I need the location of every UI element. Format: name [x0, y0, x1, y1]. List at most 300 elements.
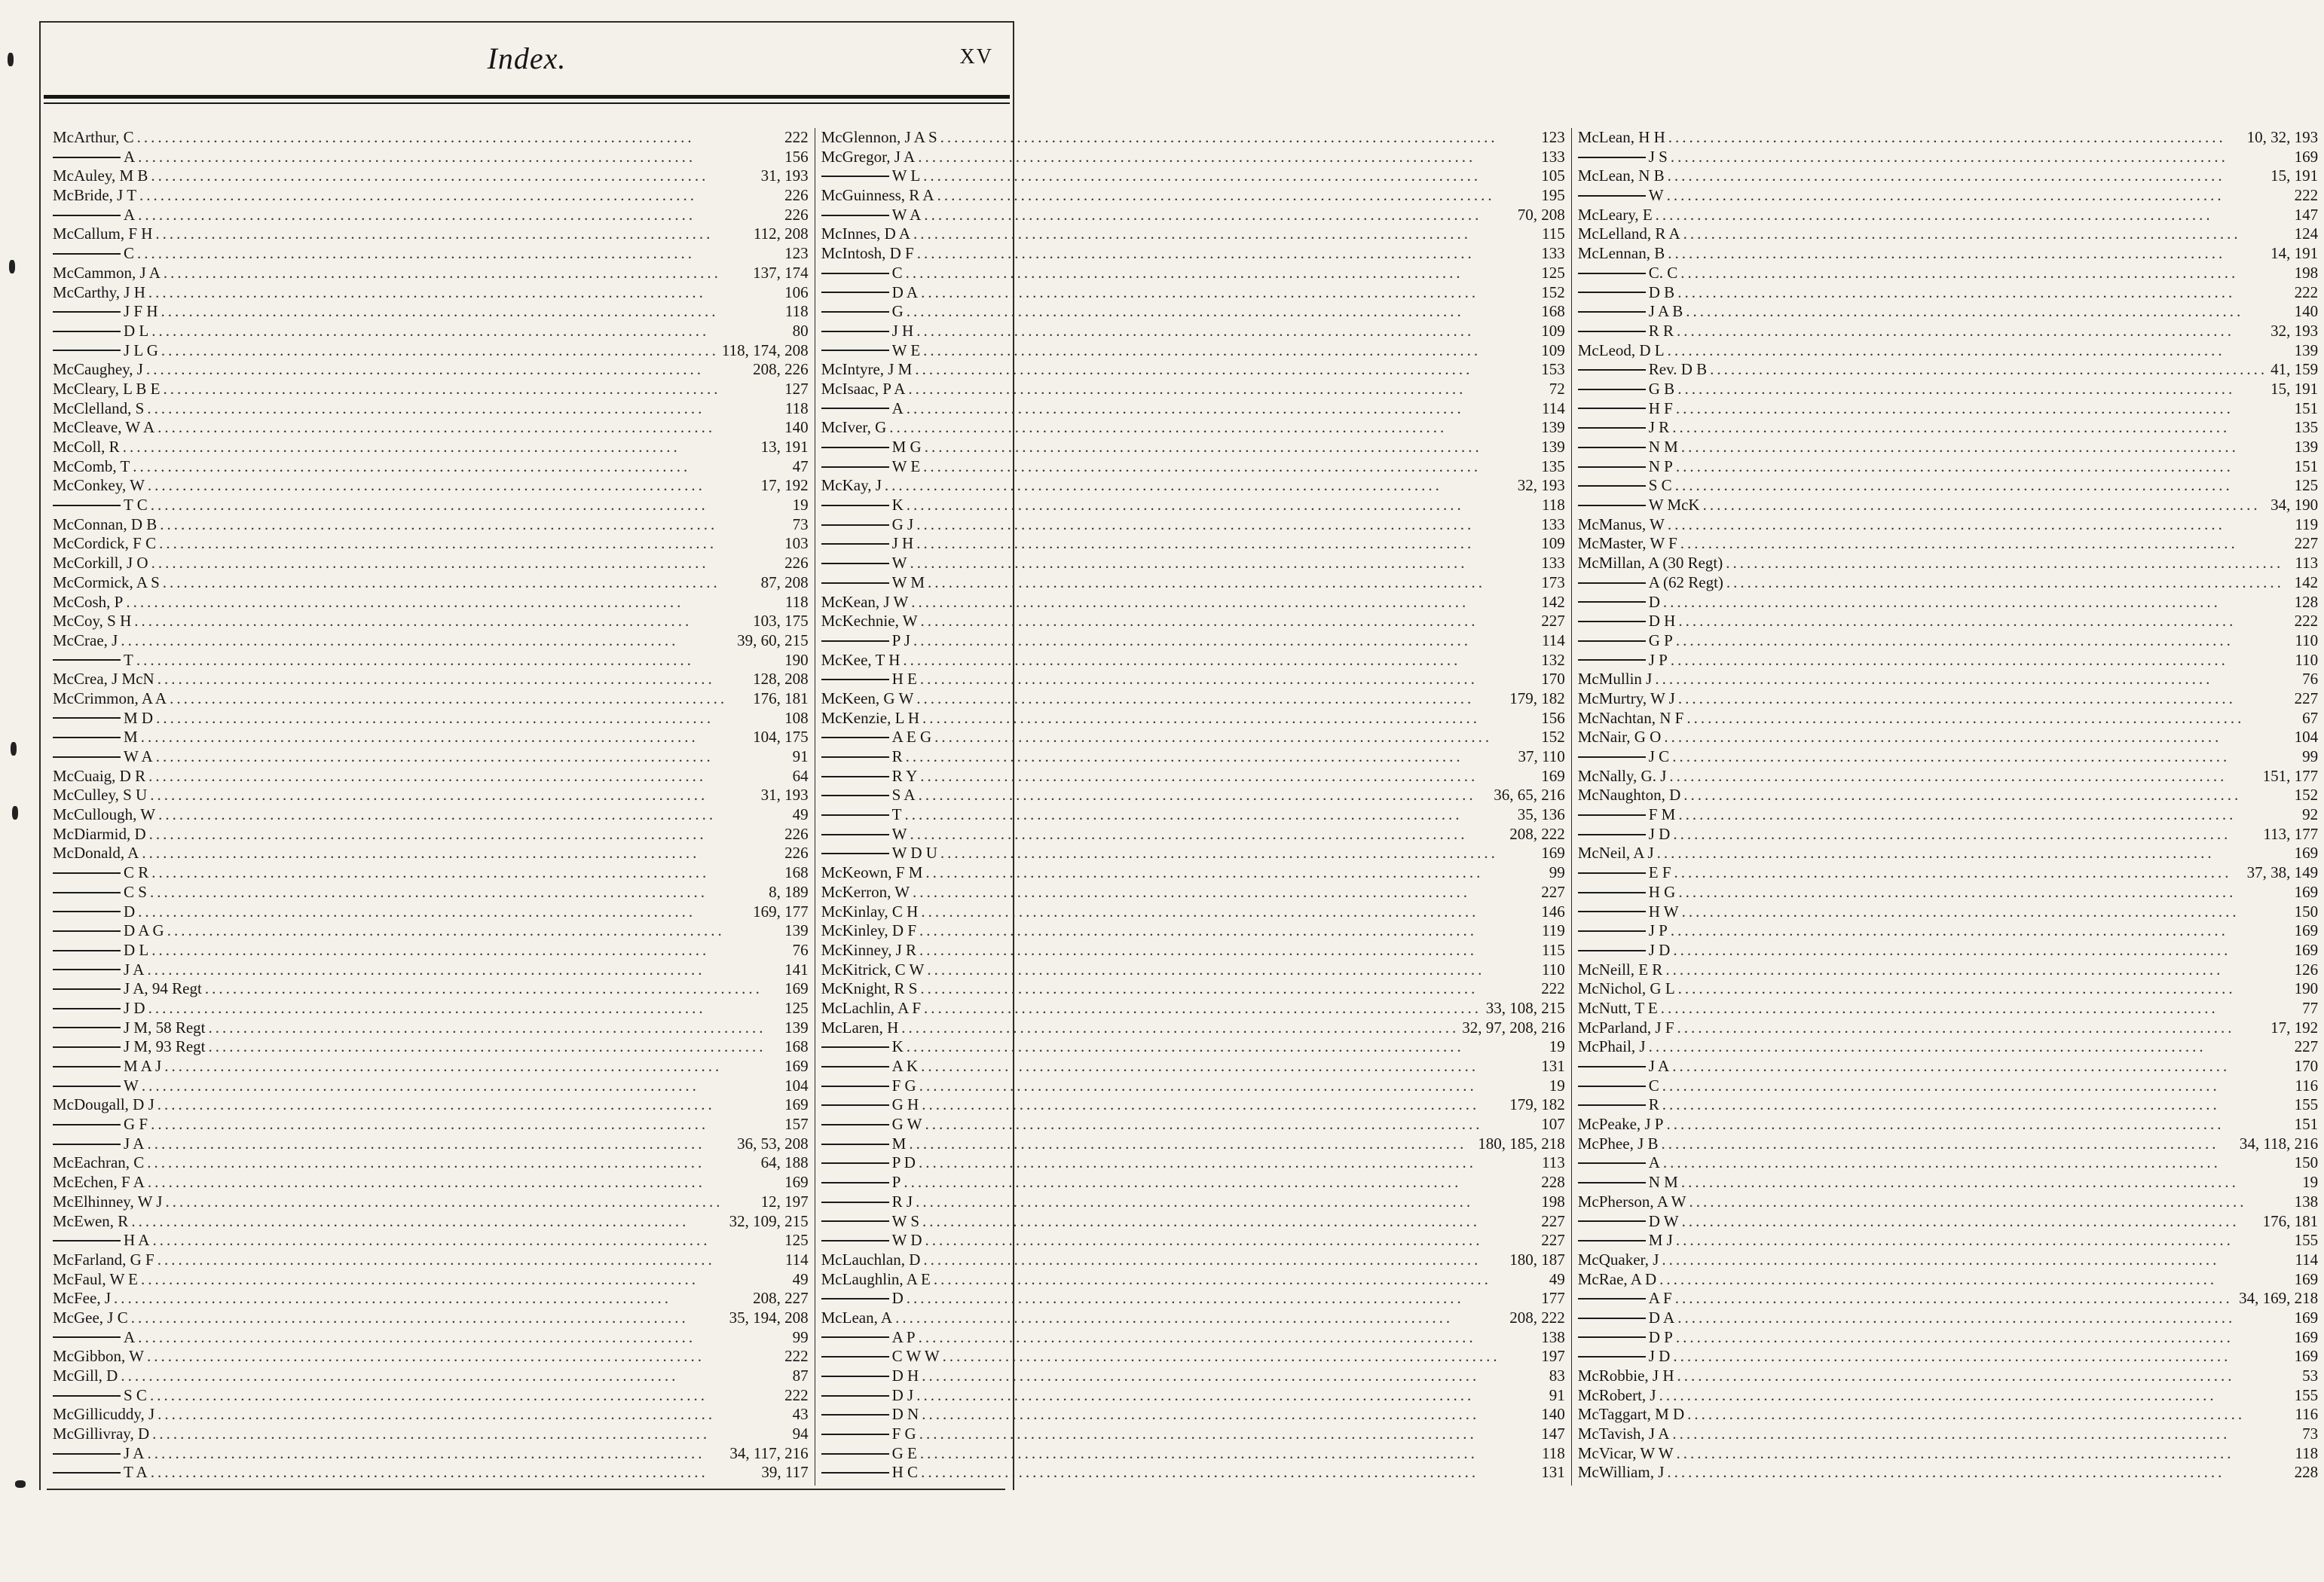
entry-name: McKerron, W: [821, 882, 910, 901]
index-entry: [821, 186, 1565, 206]
dot-leader: [167, 921, 781, 941]
entry-name: McCuaig, D R: [53, 766, 146, 785]
entry-pages: 222: [784, 128, 809, 146]
dot-leader: [916, 322, 1538, 341]
index-entry: [53, 496, 809, 515]
ditto-rule: [53, 950, 121, 951]
ditto-rule: [1578, 756, 1646, 758]
index-entry: [1578, 515, 2318, 535]
dot-leader: [920, 979, 1538, 999]
index-entry: [821, 264, 1565, 283]
entry-pages: 109: [1541, 341, 1565, 359]
dot-leader: [1667, 1115, 2292, 1135]
entry-pages: 222: [784, 1385, 809, 1404]
ditto-rule: [53, 1027, 121, 1028]
entry-name: McConkey, W: [53, 476, 145, 495]
dot-leader: [924, 206, 1514, 225]
ditto-rule: [821, 350, 889, 351]
entry-pages: 169: [784, 1057, 809, 1075]
entry-pages: 118, 174, 208: [721, 341, 809, 359]
dot-leader: [151, 863, 781, 883]
dot-leader: [1682, 1212, 2260, 1232]
index-entry: [1578, 786, 2318, 805]
dot-leader: [901, 1019, 1459, 1038]
entry-pages: 12, 197: [760, 1192, 809, 1211]
entry-name: McKinley, D F: [821, 921, 917, 940]
entry-name: J P: [1648, 650, 1668, 669]
dot-leader: [161, 341, 719, 361]
index-entry: [53, 360, 809, 380]
dot-leader: [1673, 941, 2291, 960]
dot-leader: [934, 728, 1538, 747]
ditto-rule: [821, 466, 889, 468]
entry-name: W S: [891, 1211, 919, 1230]
entry-name: McFaul, W E: [53, 1269, 138, 1288]
entry-name: F G: [891, 1076, 916, 1095]
index-entry: [53, 593, 809, 612]
ditto-rule: [1578, 389, 1646, 390]
index-entry: [53, 728, 809, 747]
dot-leader: [1676, 1328, 2292, 1348]
index-entry: [53, 206, 809, 225]
entry-pages: 169: [2294, 1347, 2319, 1366]
entry-pages: 114: [784, 1250, 809, 1269]
index-entry: [1578, 728, 2318, 747]
binding-mark: [11, 742, 17, 756]
index-entry: [821, 1444, 1565, 1464]
entry-name: McKitrick, C W: [821, 960, 925, 979]
entry-pages: 155: [2294, 1231, 2319, 1250]
ditto-rule: [53, 988, 121, 990]
entry-pages: 157: [784, 1115, 809, 1134]
index-entry: [53, 844, 809, 863]
index-entry: [821, 1367, 1565, 1386]
index-entry: [1578, 457, 2318, 477]
entry-pages: 140: [784, 418, 809, 437]
dot-leader: [1683, 786, 2291, 805]
index-entry: [53, 1386, 809, 1406]
index-entry: [1578, 921, 2318, 941]
index-entry: [821, 438, 1565, 457]
entry-pages: 138: [2294, 1192, 2319, 1211]
dot-leader: [136, 651, 781, 670]
dot-leader: [148, 283, 781, 303]
index-entry: [53, 302, 809, 322]
entry-name: G: [891, 302, 904, 321]
entry-pages: 169: [784, 1095, 809, 1114]
dot-leader: [916, 534, 1538, 554]
entry-name: McFee, J: [53, 1289, 111, 1308]
entry-pages: 113, 177: [2263, 824, 2319, 843]
index-entry: [1578, 1309, 2318, 1328]
dot-leader: [928, 573, 1538, 593]
index-entry: [1578, 148, 2318, 167]
entry-pages: 32, 193: [1517, 476, 1565, 495]
entry-pages: 99: [2302, 747, 2319, 765]
dot-leader: [921, 902, 1538, 922]
dot-leader: [1668, 341, 2292, 361]
dot-leader: [1659, 1386, 2292, 1406]
index-entry: [821, 573, 1565, 593]
ditto-rule: [821, 1395, 889, 1397]
dot-leader: [1663, 1153, 2292, 1173]
index-entry: [821, 380, 1565, 399]
entry-pages: 118: [1542, 496, 1565, 515]
entry-pages: 133: [1541, 554, 1565, 573]
entry-pages: 168: [784, 863, 809, 882]
dot-leader: [1681, 438, 2292, 457]
entry-name: McLennan, B: [1577, 244, 1665, 263]
entry-name: McLaughlin, A E: [821, 1269, 931, 1288]
dot-leader: [1672, 1057, 2291, 1077]
index-entry: [53, 148, 809, 167]
entry-name: A P: [891, 1327, 916, 1346]
entry-name: McNally, G. J: [1577, 766, 1667, 785]
ditto-rule: [821, 1066, 889, 1067]
dot-leader: [1656, 206, 2292, 225]
entry-pages: 190: [2294, 979, 2319, 998]
entry-name: D L: [124, 940, 149, 959]
entry-pages: 168: [784, 1037, 809, 1056]
ditto-rule: [1578, 1086, 1646, 1087]
entry-name: A: [124, 1327, 136, 1346]
index-entry: [53, 1193, 809, 1212]
entry-pages: 103: [784, 534, 809, 553]
index-entry: [1578, 1057, 2318, 1077]
entry-pages: 226: [784, 205, 809, 224]
ditto-rule: [53, 331, 121, 332]
entry-pages: 94: [792, 1425, 809, 1443]
ditto-rule: [1578, 872, 1646, 874]
dot-leader: [1677, 283, 2291, 303]
ditto-rule: [53, 756, 121, 758]
entry-name: McColl, R: [53, 438, 120, 456]
dot-leader: [1673, 1347, 2291, 1367]
dot-leader: [907, 496, 1539, 515]
entry-pages: 125: [784, 1231, 809, 1250]
binding-mark: [9, 260, 15, 273]
entry-pages: 208, 226: [753, 360, 809, 379]
entry-pages: 152: [1541, 728, 1565, 747]
index-page: [39, 21, 2319, 1490]
entry-name: McGee, J C: [53, 1308, 128, 1327]
entry-pages: 128, 208: [753, 670, 809, 689]
ditto-rule: [1578, 408, 1646, 409]
entry-pages: 123: [1541, 128, 1565, 146]
entry-name: M G: [891, 438, 922, 456]
ditto-rule: [1578, 485, 1646, 487]
entry-pages: 37, 110: [1518, 747, 1565, 765]
entry-name: A (62 Regt): [1648, 573, 1723, 591]
entry-name: McAuley, M B: [53, 166, 148, 185]
entry-pages: 113: [2295, 554, 2319, 573]
entry-name: W: [1648, 186, 1664, 205]
ditto-rule: [53, 157, 121, 158]
ditto-rule: [821, 814, 889, 816]
ditto-rule: [821, 834, 889, 835]
index-entry: [1578, 1212, 2318, 1232]
entry-name: J A B: [1648, 302, 1683, 321]
entry-pages: 153: [1541, 360, 1565, 379]
dot-leader: [139, 186, 781, 206]
dot-leader: [907, 1037, 1546, 1057]
entry-pages: 80: [792, 321, 809, 340]
entry-name: J A: [124, 1443, 145, 1462]
entry-name: McGibbon, W: [53, 1347, 144, 1366]
dot-leader: [150, 786, 757, 805]
ditto-rule: [53, 215, 121, 216]
entry-name: J A, 94 Regt: [124, 979, 202, 998]
index-entry: [821, 1077, 1565, 1096]
index-entry: [1578, 631, 2318, 651]
dot-leader: [1662, 1077, 2292, 1096]
dot-leader: [1677, 380, 2267, 399]
ditto-rule: [821, 795, 889, 796]
dot-leader: [159, 534, 781, 554]
entry-pages: 104, 175: [753, 728, 809, 747]
index-entry: [53, 1173, 809, 1193]
dot-leader: [147, 1135, 734, 1154]
dot-leader: [151, 941, 789, 960]
ditto-rule: [1578, 1356, 1646, 1358]
index-entry: [821, 1231, 1565, 1251]
dot-leader: [164, 380, 782, 399]
entry-pages: 177: [1541, 1289, 1565, 1308]
entry-pages: 14, 191: [2270, 244, 2319, 263]
index-entry: [821, 1153, 1565, 1173]
index-entry: [1578, 670, 2318, 689]
entry-pages: 47: [792, 457, 809, 475]
dot-leader: [137, 244, 781, 264]
ditto-rule: [53, 1472, 121, 1474]
dot-leader: [157, 1251, 782, 1270]
index-entry: [821, 1019, 1565, 1038]
entry-pages: 110: [2295, 650, 2319, 669]
entry-pages: 222: [2294, 282, 2319, 301]
dot-leader: [922, 1095, 1506, 1115]
entry-name: C: [124, 244, 135, 263]
entry-pages: 152: [1541, 282, 1565, 301]
index-entry: [821, 651, 1565, 670]
ditto-rule: [1578, 950, 1646, 951]
entry-pages: 19: [2302, 1173, 2319, 1192]
index-entry: [1578, 360, 2318, 380]
entry-pages: 113: [1542, 1153, 1565, 1172]
entry-name: McParland, J F: [1577, 1018, 1674, 1037]
index-entry: [1578, 264, 2318, 283]
index-entry: [53, 941, 809, 960]
entry-pages: 180, 187: [1509, 1250, 1565, 1269]
index-entry: [821, 1173, 1565, 1193]
entry-pages: 104: [784, 1076, 809, 1095]
dot-leader: [1678, 689, 2292, 709]
entry-name: W E: [891, 457, 921, 475]
entry-name: R: [891, 747, 903, 765]
index-entry: [821, 496, 1565, 515]
entry-pages: 128: [2294, 592, 2319, 611]
entry-pages: 142: [1541, 592, 1565, 611]
entry-pages: 39, 117: [761, 1463, 809, 1482]
dot-leader: [937, 186, 1539, 206]
ditto-rule: [53, 1046, 121, 1048]
entry-name: McKeown, F M: [821, 863, 923, 882]
index-entry: [821, 689, 1565, 709]
entry-pages: 151, 177: [2262, 766, 2319, 785]
index-entry: [1578, 1251, 2318, 1270]
index-entry: [53, 1135, 809, 1154]
index-entry: [53, 902, 809, 922]
dot-leader: [910, 825, 1506, 844]
ditto-rule: [1578, 292, 1646, 293]
index-entry: [53, 612, 809, 631]
entry-pages: 152: [2294, 786, 2319, 805]
entry-name: H G: [1648, 882, 1676, 901]
binding-mark: [15, 1480, 26, 1488]
dot-leader: [147, 1153, 757, 1173]
entry-pages: 19: [1549, 1076, 1565, 1095]
index-entry: [1578, 747, 2318, 767]
index-entry: [53, 418, 809, 438]
entry-pages: 226: [784, 554, 809, 573]
dot-leader: [924, 999, 1483, 1019]
index-entry: [821, 1212, 1565, 1232]
ditto-rule: [821, 1162, 889, 1164]
binding-mark: [12, 806, 18, 820]
dot-leader: [907, 302, 1538, 322]
index-entry: [1578, 593, 2318, 612]
ditto-rule: [821, 776, 889, 777]
dot-leader: [919, 1077, 1546, 1096]
index-entry: [1578, 573, 2318, 593]
entry-name: McManus, W: [1577, 515, 1665, 533]
entry-pages: 198: [2294, 263, 2319, 282]
dot-leader: [157, 418, 781, 438]
entry-name: McBride, J T: [53, 186, 137, 205]
entry-name: D A: [1648, 1308, 1675, 1327]
index-entry: [1578, 825, 2318, 844]
dot-leader: [1726, 554, 2292, 573]
ditto-rule: [821, 543, 889, 545]
dot-leader: [1681, 1173, 2299, 1193]
dot-leader: [913, 224, 1539, 244]
entry-pages: 169, 177: [753, 902, 809, 921]
entry-name: G W: [891, 1115, 922, 1134]
dot-leader: [916, 515, 1538, 535]
dot-leader: [205, 979, 781, 999]
dot-leader: [1677, 1367, 2300, 1386]
entry-pages: 222: [1541, 979, 1565, 998]
index-entry: [53, 1153, 809, 1173]
dot-leader: [1675, 1289, 2236, 1309]
dot-leader: [141, 728, 750, 747]
index-entry: [1578, 244, 2318, 264]
dot-leader: [895, 1309, 1506, 1328]
index-entry: [821, 1463, 1565, 1483]
entry-name: P: [891, 1173, 901, 1192]
entry-name: A: [124, 147, 136, 166]
dot-leader: [1669, 767, 2259, 786]
dot-leader: [1676, 1231, 2292, 1251]
entry-name: McKay, J: [821, 476, 882, 495]
entry-pages: 155: [2294, 1095, 2319, 1114]
entry-pages: 228: [2294, 1463, 2319, 1482]
ditto-rule: [821, 331, 889, 332]
entry-name: J L G: [124, 341, 158, 359]
ditto-rule: [821, 1144, 889, 1145]
index-entry: [1578, 476, 2318, 496]
index-entry: [53, 1251, 809, 1270]
bottom-rule: [47, 1489, 1005, 1490]
entry-pages: 35, 194, 208: [729, 1308, 809, 1327]
entry-pages: 140: [1541, 1405, 1565, 1424]
ditto-rule: [1578, 640, 1646, 642]
entry-name: D N: [891, 1405, 919, 1424]
ditto-rule: [1578, 427, 1646, 429]
entry-name: H A: [124, 1231, 150, 1250]
dot-leader: [170, 689, 750, 709]
entry-pages: 169: [2294, 882, 2319, 901]
entry-name: A F: [1648, 1289, 1672, 1308]
ditto-rule: [821, 1104, 889, 1106]
entry-name: W McK: [1648, 496, 1700, 515]
ditto-rule: [821, 853, 889, 854]
index-entry: [821, 1057, 1565, 1077]
dot-leader: [904, 1173, 1538, 1193]
entry-name: M: [891, 1134, 907, 1153]
ditto-rule: [821, 1376, 889, 1377]
entry-name: J P: [1648, 921, 1668, 940]
ditto-rule: [53, 1240, 121, 1241]
ditto-rule: [821, 1240, 889, 1241]
entry-name: R J: [891, 1192, 913, 1211]
entry-name: McWilliam, J: [1577, 1463, 1665, 1482]
index-entry: [821, 206, 1565, 225]
index-entry: [821, 902, 1565, 922]
entry-pages: 36, 53, 208: [737, 1134, 809, 1153]
entry-pages: 124: [2294, 224, 2319, 243]
entry-name: W: [891, 824, 907, 843]
index-entry: [1578, 1095, 2318, 1115]
entry-name: McMaster, W F: [1577, 534, 1677, 553]
dot-leader: [906, 747, 1515, 767]
entry-pages: 108: [784, 708, 809, 727]
entry-pages: 49: [792, 1269, 809, 1288]
ditto-rule: [821, 563, 889, 564]
index-entry: [53, 689, 809, 709]
entry-name: D L: [124, 321, 149, 340]
entry-name: McPherson, A W: [1577, 1192, 1686, 1211]
ditto-rule: [1578, 273, 1646, 274]
entry-name: McEachran, C: [53, 1153, 145, 1172]
entry-pages: 64: [792, 766, 809, 785]
index-entry: [1578, 1193, 2318, 1212]
entry-name: McCarthy, J H: [53, 282, 145, 301]
entry-pages: 208, 222: [1509, 824, 1565, 843]
index-entry: [821, 515, 1565, 535]
entry-pages: 170: [2294, 1057, 2319, 1075]
index-entry: [821, 863, 1565, 883]
entry-name: G E: [891, 1443, 917, 1462]
entry-name: D A: [891, 282, 919, 301]
index-entry: [821, 1405, 1565, 1425]
index-entry: [53, 1289, 809, 1309]
entry-pages: 126: [2294, 960, 2319, 979]
dot-leader: [1686, 709, 2299, 728]
index-entry: [821, 1328, 1565, 1348]
index-entry: [1578, 302, 2318, 322]
index-entry: [821, 283, 1565, 303]
index-entry: [821, 960, 1565, 980]
